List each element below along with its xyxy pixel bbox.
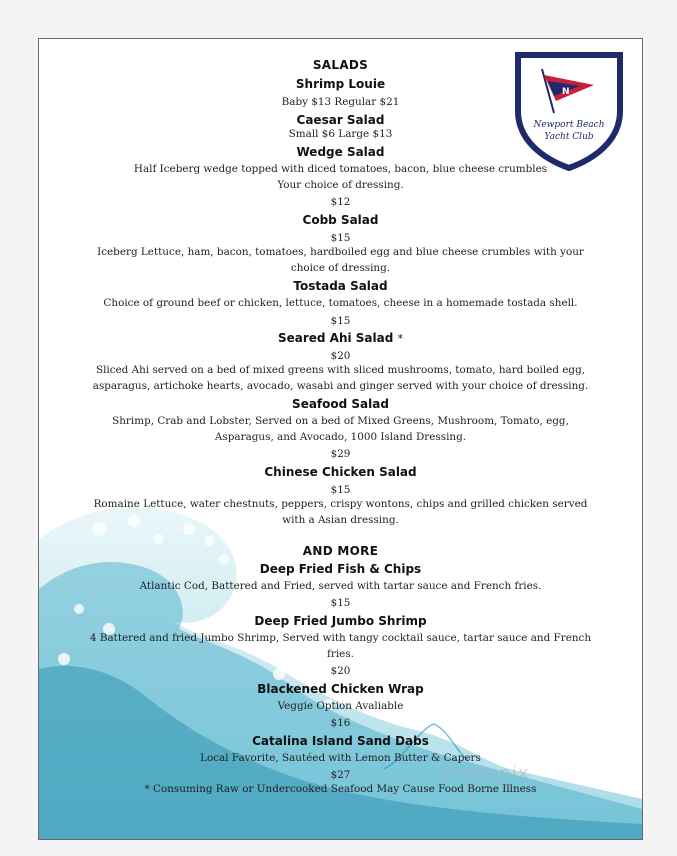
item-desc-tostada-salad: Choice of ground beef or chicken, lettuce, tomatoes, cheese in a homemade tostada shell. xyxy=(103,297,578,309)
item-name-seafood-salad: Seafood Salad xyxy=(292,397,389,411)
item-desc-cobb-salad-2: choice of dressing. xyxy=(290,262,391,274)
item-desc-jumbo-shrimp-2: fries. xyxy=(327,648,354,660)
section-heading-salads: SALADS xyxy=(312,58,369,72)
item-name-cobb-salad: Cobb Salad xyxy=(302,213,379,227)
item-price-sand-dabs: $27 xyxy=(330,769,351,781)
item-desc-seafood-salad-2: Asparagus, and Avocado, 1000 Island Dressing. xyxy=(214,431,467,443)
item-price-cobb-salad: $15 xyxy=(330,232,351,244)
item-desc-wedge-salad-2: Your choice of dressing. xyxy=(277,179,404,191)
item-price-chinese-chicken-salad: $15 xyxy=(330,484,351,496)
item-price-caesar-salad: Small $6 Large $13 xyxy=(288,128,393,140)
item-desc-seared-ahi-salad-1: Sliced Ahi served on a bed of mixed greens with sliced mushrooms, tomato, hard boiled egg, xyxy=(95,364,586,376)
item-desc-fish-and-chips: Atlantic Cod, Battered and Fried, served with tartar sauce and French fries. xyxy=(139,580,542,592)
item-name-wedge-salad: Wedge Salad xyxy=(296,145,385,159)
menupix-watermark: menupix xyxy=(444,763,530,784)
item-desc-chinese-chicken-salad-1: Romaine Lettuce, water chestnuts, peppers, crispy wontons, chips and grilled chicken served xyxy=(93,498,588,510)
item-desc-seared-ahi-salad-2: asparagus, artichoke hearts, avocado, wasabi and ginger served with your choice of dressing. xyxy=(92,380,589,392)
item-price-wedge-salad: $12 xyxy=(330,196,351,208)
item-name-chinese-chicken-salad: Chinese Chicken Salad xyxy=(264,465,417,479)
item-desc-cobb-salad-1: Iceberg Lettuce, ham, bacon, tomatoes, hardboiled egg and blue cheese crumbles with your xyxy=(97,246,584,258)
item-name-sand-dabs: Catalina Island Sand Dabs xyxy=(252,734,429,748)
crest-text-line2: Yacht Club xyxy=(544,132,594,142)
raw-seafood-asterisk: * xyxy=(397,332,404,345)
item-name-seared-ahi-label: Seared Ahi Salad xyxy=(277,331,394,345)
item-price-tostada-salad: $15 xyxy=(330,315,351,327)
item-desc-sand-dabs: Local Favorite, Sautéed with Lemon Butter & Capers xyxy=(200,752,481,764)
crest-flag-letter: N xyxy=(562,87,570,97)
item-desc-wedge-salad-1: Half Iceberg wedge topped with diced tomatoes, bacon, blue cheese crumbles xyxy=(133,163,548,175)
item-price-shrimp-louie: Baby $13 Regular $21 xyxy=(281,96,400,108)
item-name-shrimp-louie: Shrimp Louie xyxy=(295,77,386,91)
item-desc-seafood-salad-1: Shrimp, Crab and Lobster, Served on a bed of Mixed Greens, Mushroom, Tomato, egg, xyxy=(112,415,569,427)
crest-text-line1: Newport Beach xyxy=(533,120,605,130)
item-name-fish-and-chips: Deep Fried Fish & Chips xyxy=(259,562,422,576)
item-name-tostada-salad: Tostada Salad xyxy=(293,279,388,293)
item-price-seared-ahi-salad: $20 xyxy=(330,350,351,362)
item-name-chicken-wrap: Blackened Chicken Wrap xyxy=(257,682,424,696)
item-price-chicken-wrap: $16 xyxy=(330,717,351,729)
section-heading-and-more: AND MORE xyxy=(302,544,379,558)
item-name-seared-ahi-salad xyxy=(39,331,642,345)
item-name-caesar-salad: Caesar Salad xyxy=(296,113,385,127)
item-desc-chinese-chicken-salad-2: with a Asian dressing. xyxy=(282,514,399,526)
raw-seafood-footnote: * Consuming Raw or Undercooked Seafood May Cause Food Borne Illness xyxy=(144,783,537,795)
item-desc-jumbo-shrimp-1: 4 Battered and fried Jumbo Shrimp, Served with tangy cocktail sauce, tartar sauce and French xyxy=(89,632,592,644)
item-price-jumbo-shrimp: $20 xyxy=(330,665,351,677)
menu-page xyxy=(38,38,643,840)
item-name-jumbo-shrimp: Deep Fried Jumbo Shrimp xyxy=(254,614,427,628)
item-price-fish-and-chips: $15 xyxy=(330,597,351,609)
item-price-seafood-salad: $29 xyxy=(330,448,351,460)
item-desc-chicken-wrap: Veggie Option Avaliable xyxy=(277,700,404,712)
